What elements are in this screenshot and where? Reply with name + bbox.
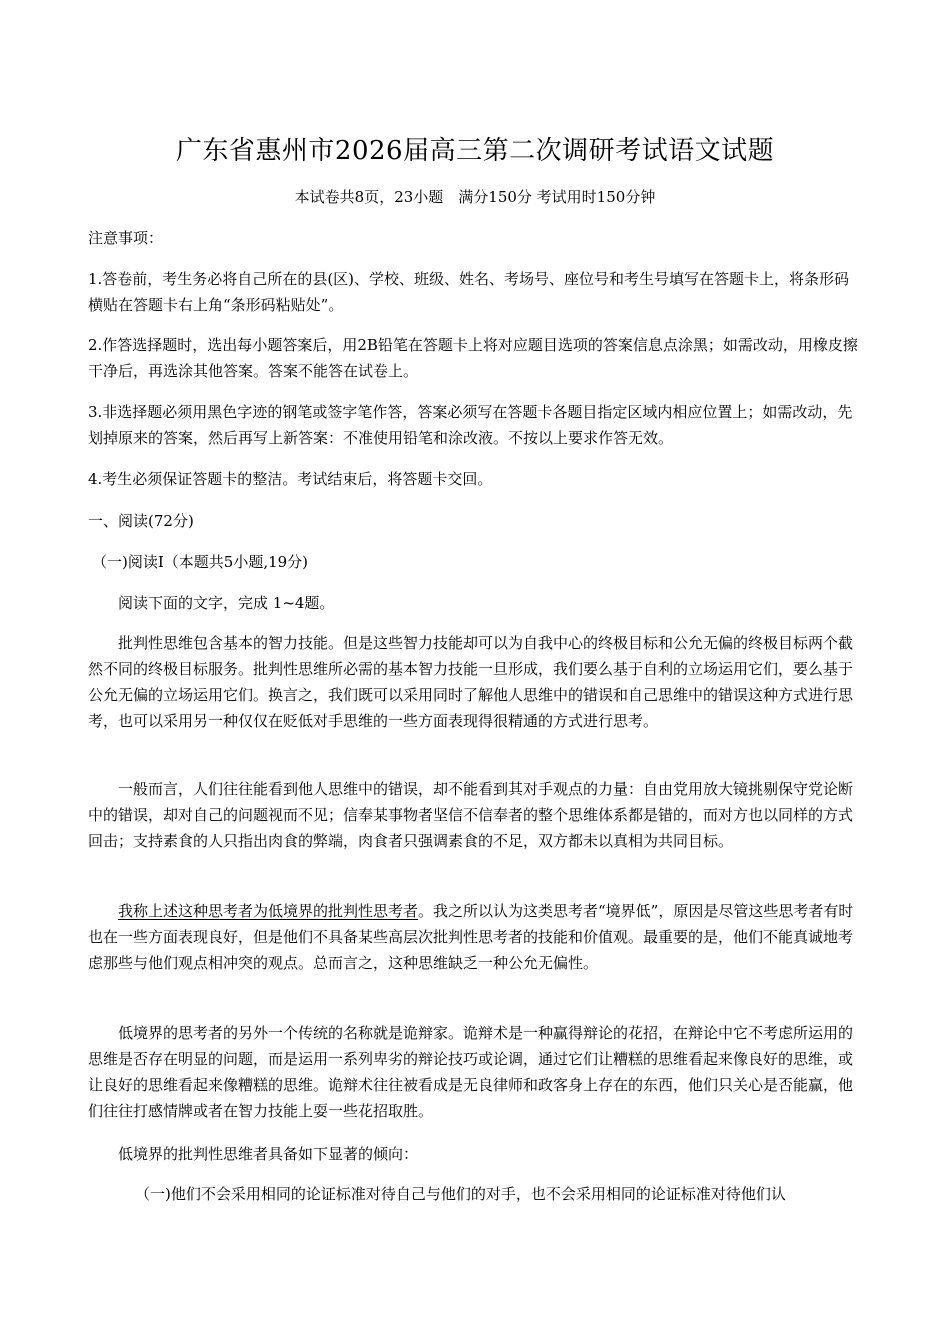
- passage-paragraph-6: （一)他们不会采用相同的论证标准对待自己与他们的对手，也不会采用相同的论证标准对待他们认: [135, 1185, 786, 1203]
- exam-info: 本试卷共8页，23小题 满分150分 考试用时150分钟: [294, 188, 656, 206]
- passage-paragraph-3: [88, 898, 863, 976]
- underlined-sentence: 我称上述这种思考者为低境界的批判性思考者: [118, 902, 419, 920]
- notice-item-2: 2.作答选择题时，选出每小题答案后，用2B铅笔在答题卡上将对应题目选项的答案信息点涂黑；如需改动，用橡皮擦干净后，再选涂其他答案。答案不能答在试卷上。: [88, 336, 858, 380]
- section-sub-heading: （一)阅读Ⅰ（本题共5小题,19分): [92, 553, 309, 571]
- passage-paragraph-5: 低境界的批判性思维者具备如下显著的倾向：: [118, 1145, 419, 1163]
- section-heading: 一、阅读(72分): [88, 512, 194, 530]
- passage-paragraph-4: 低境界的思考者的另外一个传统的名称就是诡辩家。诡辩术是一种赢得辩论的花招，在辩论中它不考虑所运用的思维是否存在明显的问题，而是运用一系列卑劣的辩论技巧或论调，通过它们让糟糕的思维看起来像良好的思维，或让良好的思维看起来像糟糕的思维。诡辩术往往被看成是无良律师和政客身上存在的东西，他们只关心是否能赢，他们往往打感情牌或者在智力技能上耍一些花招取胜。: [88, 1024, 854, 1120]
- reading-instruction: 阅读下面的文字，完成 1~4题。: [118, 594, 335, 612]
- passage-paragraph-3-rest: 。我之所以认为这类思考者“境界低”，原因是尽管这些思考者有时也在一些方面表现良好，但是他们不具备某些高层次批判性思考者的技能和价值观。最重要的是，他们不能真诚地考虑那些与他们观点相冲突的观点。总而言之，这种思维缺乏一种公允无偏性。: [88, 902, 854, 972]
- notice-heading: 注意事项：: [88, 229, 164, 247]
- exam-title: 广东省惠州市2026届高三第二次调研考试语文试题: [175, 136, 775, 166]
- passage-paragraph-2: 一般而言，人们往往能看到他人思维中的错误，却不能看到其对手观点的力量：自由党用放大镜挑剔保守党论断中的错误，却对自己的问题视而不见；信奉某事物者坚信不信奉者的整个思维体系都是错的，而对方也以同样的方式回击；支持素食的人只指出肉食的弊端，肉食者只强调素食的不足，双方都未以真相为共同目标。: [88, 780, 854, 850]
- notice-item-1: 1.答卷前，考生务必将自己所在的县(区)、学校、班级、姓名、考场号、座位号和考生号填写在答题卡上，将条形码横贴在答题卡右上角“条形码粘贴处”。: [88, 270, 850, 314]
- passage-paragraph-1: 批判性思维包含基本的智力技能。但是这些智力技能却可以为自我中心的终极目标和公允无偏的终极目标两个截然不同的终极目标服务。批判性思维所必需的基本智力技能一旦形成，我们要么基于自利的立场运用它们，要么基于公允无偏的立场运用它们。换言之，我们既可以采用同时了解他人思维中的错误和自己思维中的错误这种方式进行思考，也可以采用另一种仅仅在贬低对手思维的一些方面表现得很精通的方式进行思考。: [88, 634, 854, 730]
- notice-item-3: 3.非选择题必须用黑色字迹的钢笔或签字笔作答，答案必须写在答题卡各题目指定区域内相应位置上；如需改动，先划掉原来的答案，然后再写上新答案：不准使用铅笔和涂改液。不按以上要求作答无效。: [88, 403, 853, 447]
- notice-item-4: 4.考生必须保证答题卡的整洁。考试结束后，将答题卡交回。: [88, 470, 493, 488]
